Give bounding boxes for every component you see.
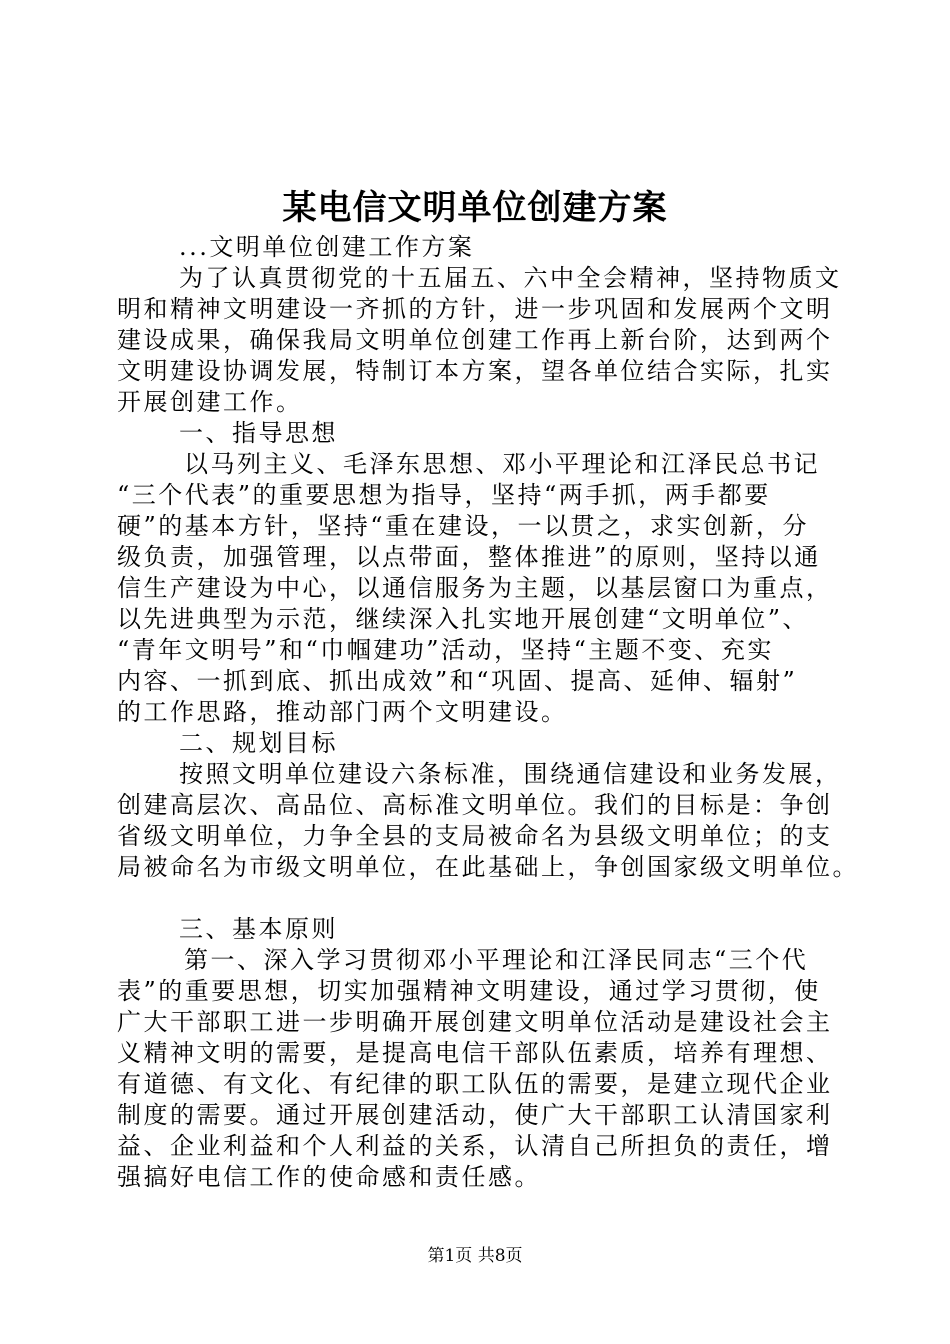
paragraph-line: 明和精神文明建设一齐抓的方针，进一步巩固和发展两个文明 <box>117 295 833 323</box>
document-title: 某电信文明单位创建方案 <box>282 188 668 228</box>
paragraph-line: 硬”的基本方针，坚持“重在建设，一以贯之，求实创新，分 <box>117 512 810 540</box>
paragraph-line: 省级文明单位，力争全县的支局被命名为县级文明单位；的支 <box>117 822 833 850</box>
section-heading: 二、规划目标 <box>179 729 338 757</box>
paragraph-line: 局被命名为市级文明单位，在此基础上，争创国家级文明单位。 <box>117 853 859 881</box>
paragraph-line: 制度的需要。通过开展创建活动，使广大干部职工认清国家利 <box>117 1101 833 1129</box>
page-footer: 第1页 共8页 <box>427 1246 523 1266</box>
section-heading: 一、指导思想 <box>179 419 338 447</box>
document-body <box>117 232 859 1193</box>
paragraph-line: “青年文明号”和“巾帼建功”活动，坚持“主题不变、充实 <box>117 636 774 664</box>
paragraph-line: “三个代表”的重要思想为指导，坚持“两手抓，两手都要 <box>117 481 771 509</box>
paragraph-line: 表”的重要思想，切实加强精神文明建设，通过学习贯彻，使 <box>117 977 821 1005</box>
paragraph-line: 建设成果，确保我局文明单位创建工作再上新台阶，达到两个 <box>117 326 833 354</box>
paragraph-line: 益、企业利益和个人利益的关系，认清自己所担负的责任，增 <box>117 1132 833 1160</box>
paragraph-line: 按照文明单位建设六条标准，围绕通信建设和业务发展， <box>179 760 842 788</box>
paragraph-line: 级负责，加强管理，以点带面，整体推进”的原则，坚持以通 <box>117 543 821 571</box>
subtitle-line: ...文明单位创建工作方案 <box>179 233 475 261</box>
paragraph-line: 文明建设协调发展，特制订本方案，望各单位结合实际，扎实 <box>117 357 833 385</box>
paragraph-line: 内容、一抓到底、抓出成效”和“巩固、提高、延伸、辐射” <box>117 667 798 695</box>
paragraph-line: 有道德、有文化、有纪律的职工队伍的需要，是建立现代企业 <box>117 1070 833 1098</box>
paragraph-line: 第一、深入学习贯彻邓小平理论和江泽民同志“三个代 <box>184 946 809 974</box>
paragraph-line: 广大干部职工进一步明确开展创建文明单位活动是建设社会主 <box>117 1008 833 1036</box>
paragraph-line: 以先进典型为示范，继续深入扎实地开展创建“文明单位”、 <box>117 605 810 633</box>
paragraph-line: 开展创建工作。 <box>117 388 303 416</box>
section-heading: 三、基本原则 <box>179 915 338 943</box>
paragraph-line: 的工作思路，推动部门两个文明建设。 <box>117 698 568 726</box>
paragraph-line: 以马列主义、毛泽东思想、邓小平理论和江泽民总书记 <box>184 450 820 478</box>
paragraph-spacer <box>117 883 847 914</box>
paragraph-line: 义精神文明的需要，是提高电信干部队伍素质，培养有理想、 <box>117 1039 833 1067</box>
paragraph-line: 强搞好电信工作的使命感和责任感。 <box>117 1163 541 1191</box>
paragraph-line: 创建高层次、高品位、高标准文明单位。我们的目标是：争创 <box>117 791 833 819</box>
paragraph-line: 信生产建设为中心，以通信服务为主题，以基层窗口为重点， <box>117 574 833 602</box>
paragraph-line: 为了认真贯彻党的十五届五、六中全会精神，坚持物质文 <box>179 264 842 292</box>
